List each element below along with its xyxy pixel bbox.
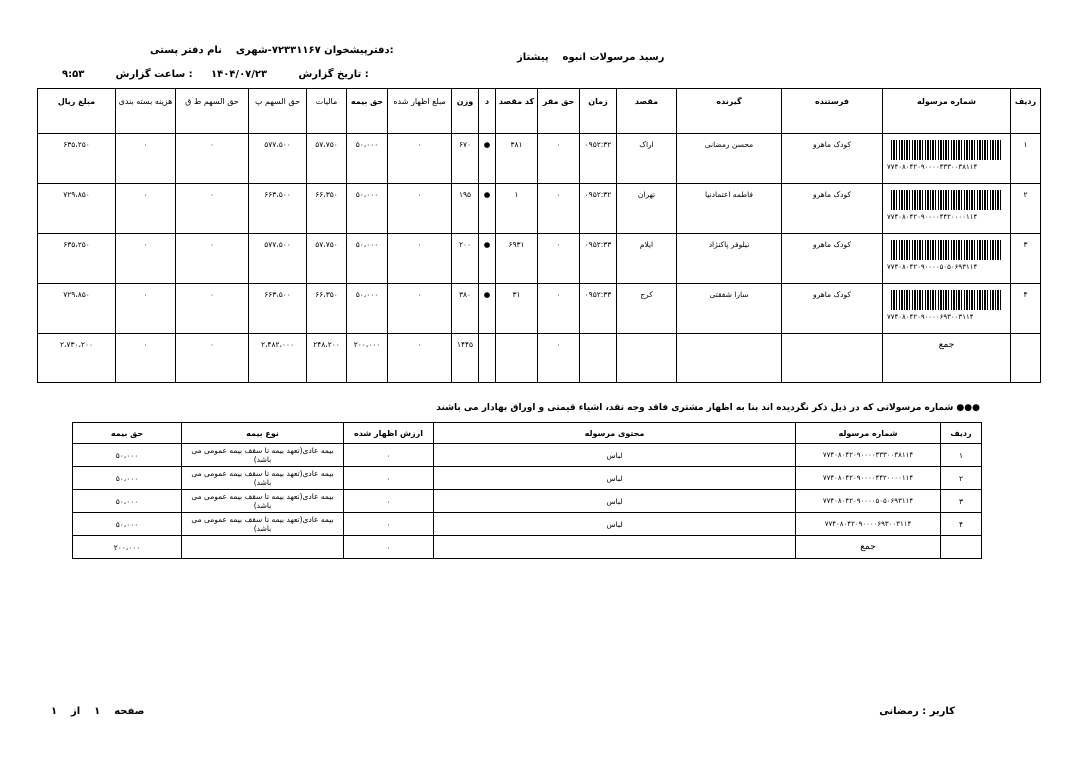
cell-amount: ۷۲۹،۸۵۰: [38, 284, 116, 334]
col-share-tq: حق السهم ط ق: [176, 89, 249, 134]
report-date: ۱۴۰۴/۰۷/۲۳ تاریخ گزارش :: [211, 69, 369, 80]
col-row: ردیف: [941, 423, 982, 444]
cell-declared: ۰: [388, 234, 452, 284]
cell-d: ●: [479, 134, 496, 184]
cell-share-p: ۶۶۳،۵۰۰: [249, 284, 307, 334]
barcode-number: ۷۷۴۰۸۰۴۲۰۹۰۰۰۰۴۴۲۰۰۰۰۱۱۴: [887, 213, 978, 221]
cell-packing: ۰: [116, 284, 176, 334]
office-name: دفترپیشخوان ۷۲۳۳۱۱۶۷-شهری: [235, 45, 390, 56]
cell-tax: ۶۶،۳۵۰: [307, 284, 347, 334]
barcode-number: ۷۷۴۰۸۰۴۲۰۹۰۰۰۰۳۳۳۰۰۳۸۱۱۴: [887, 163, 978, 171]
barcode-image: [891, 290, 1003, 310]
cell-row: ۱: [1011, 134, 1041, 184]
cell-destination: ایلام: [617, 234, 677, 284]
totals-label: جمع: [796, 536, 941, 559]
cell-declared: ۰: [344, 444, 434, 467]
cell-row: ۲: [1011, 184, 1041, 234]
col-row: ردیف: [1011, 89, 1041, 134]
col-weight: وزن: [452, 89, 479, 134]
office-label: نام دفتر پستی:: [150, 45, 394, 56]
cell-weight: ۱۹۵: [452, 184, 479, 234]
cell-insurance: ۵۰،۰۰۰: [347, 184, 388, 234]
page-indicator: صفحه ۱ از ۱: [51, 706, 145, 717]
cell-tax: ۶۶،۳۵۰: [307, 184, 347, 234]
totals-label: جمع: [883, 334, 1011, 383]
cell-barcode: [883, 284, 1011, 334]
cell-row: ۴: [1011, 284, 1041, 334]
cell-barcode: ۷۷۴۰۸۰۴۲۰۹۰۰۰۰۶۹۳۰۰۳۱۱۴: [796, 513, 941, 536]
shipments-table: [37, 88, 1041, 383]
cell-insurance-type: بیمه عادی(تعهد بیمه تا سقف بیمه عمومی می باشد): [182, 490, 344, 513]
cell-row: ۳: [941, 490, 982, 513]
cell-row: ۲: [941, 467, 982, 490]
barcode-image: [891, 140, 1003, 160]
cell-insurance-type: بیمه عادی(تعهد بیمه تا سقف بیمه عمومی می باشد): [182, 513, 344, 536]
cell-maqar: ۰: [538, 234, 580, 284]
table-row: [73, 444, 982, 467]
total-declared: ۰: [344, 536, 434, 559]
cell-sender: کودک ماهرو: [782, 134, 883, 184]
barcode-number: ۷۷۴۰۸۰۴۲۰۹۰۰۰۰۶۹۳۰۰۳۱۱۴: [887, 313, 974, 321]
col-packing: هزینه بسته بندی: [116, 89, 176, 134]
cell-insurance: ۵۰،۰۰۰: [347, 234, 388, 284]
table-header: [73, 423, 982, 444]
cell-destination: اراک: [617, 134, 677, 184]
totals-row: [73, 536, 982, 559]
col-content: محتوی مرسوله: [434, 423, 796, 444]
report-time: ۹:۵۳ ساعت گزارش :: [62, 69, 193, 80]
footer-user: کاربر : رمضانی: [879, 706, 955, 717]
table-row: [38, 284, 1041, 334]
cell-insurance-type: بیمه عادی(تعهد بیمه تا سقف بیمه عمومی می باشد): [182, 467, 344, 490]
col-declared: ارزش اظهار شده: [344, 423, 434, 444]
col-tax: مالیات: [307, 89, 347, 134]
total-share-p: ۲،۴۸۲،۰۰۰: [249, 334, 307, 383]
cell-time: ۰۹۵۲:۳۲: [580, 184, 617, 234]
valuables-note: ●●● شماره مرسولاتی که در ذیل ذکر نگردیده اند بنا به اظهار مشتری فاقد وجه نقد، اشیاء قیمتی و اوراق بهادار می باشند: [436, 403, 980, 413]
cell-amount: ۷۲۹،۸۵۰: [38, 184, 116, 234]
col-sender: فرستنده: [782, 89, 883, 134]
cell-receiver: نیلوفر پاکنژاد: [677, 234, 782, 284]
cell-premium: ۵۰،۰۰۰: [73, 444, 182, 467]
cell-barcode: [883, 184, 1011, 234]
cell-weight: ۲۰۰: [452, 234, 479, 284]
col-insurance: حق بیمه: [347, 89, 388, 134]
cell-d: ●: [479, 284, 496, 334]
cell-barcode: ۷۷۴۰۸۰۴۲۰۹۰۰۰۰۳۳۳۰۰۳۸۱۱۴: [796, 444, 941, 467]
cell-share-p: ۵۷۷،۵۰۰: [249, 134, 307, 184]
cell-declared: ۰: [344, 513, 434, 536]
office-line: [150, 45, 394, 56]
col-d: د: [479, 89, 496, 134]
col-destination: مقصد: [617, 89, 677, 134]
cell-time: ۰۹۵۲:۳۳: [580, 284, 617, 334]
cell-barcode: ۷۷۴۰۸۰۴۲۰۹۰۰۰۰۵۰۵۰۶۹۳۱۱۴: [796, 490, 941, 513]
col-barcode: شماره مرسوله: [796, 423, 941, 444]
cell-declared: ۰: [344, 490, 434, 513]
cell-packing: ۰: [116, 134, 176, 184]
cell-declared: ۰: [388, 184, 452, 234]
cell-receiver: سارا شفقتی: [677, 284, 782, 334]
totals-row: [38, 334, 1041, 383]
cell-amount: ۶۳۵،۲۵۰: [38, 234, 116, 284]
cell-weight: ۶۷۰: [452, 134, 479, 184]
cell-content: لباس: [434, 467, 796, 490]
cell-maqar: ۰: [538, 134, 580, 184]
cell-dest-code: ۳۸۱: [496, 134, 538, 184]
barcode-image: [891, 190, 1003, 210]
cell-insurance: ۵۰،۰۰۰: [347, 284, 388, 334]
cell-maqar: ۰: [538, 184, 580, 234]
cell-d: ●: [479, 234, 496, 284]
col-insurance-type: نوع بیمه: [182, 423, 344, 444]
cell-dest-code: ۳۱: [496, 284, 538, 334]
cell-receiver: محسن رمضانی: [677, 134, 782, 184]
cell-insurance: ۵۰،۰۰۰: [347, 134, 388, 184]
cell-weight: ۳۸۰: [452, 284, 479, 334]
cell-share-p: ۵۷۷،۵۰۰: [249, 234, 307, 284]
cell-maqar: ۰: [538, 284, 580, 334]
insurance-table: [72, 422, 982, 559]
cell-insurance-type: بیمه عادی(تعهد بیمه تا سقف بیمه عمومی می باشد): [182, 444, 344, 467]
cell-amount: ۶۳۵،۲۵۰: [38, 134, 116, 184]
cell-sender: کودک ماهرو: [782, 284, 883, 334]
cell-premium: ۵۰،۰۰۰: [73, 513, 182, 536]
cell-tax: ۵۷،۷۵۰: [307, 234, 347, 284]
receipt-title: رسید مرسولات انبوه پیشتاز: [517, 52, 665, 63]
cell-share-tq: ۰: [176, 134, 249, 184]
cell-d: ●: [479, 184, 496, 234]
cell-premium: ۵۰،۰۰۰: [73, 467, 182, 490]
col-declared: مبلغ اظهار شده: [388, 89, 452, 134]
col-receiver: گیرنده: [677, 89, 782, 134]
cell-destination: تهران: [617, 184, 677, 234]
table-row: [73, 490, 982, 513]
cell-dest-code: ۱: [496, 184, 538, 234]
col-share-p: حق السهم پ: [249, 89, 307, 134]
cell-packing: ۰: [116, 234, 176, 284]
cell-time: ۰۹۵۲:۳۲: [580, 134, 617, 184]
cell-packing: ۰: [116, 184, 176, 234]
cell-receiver: فاطمه اعتمادنیا: [677, 184, 782, 234]
cell-declared: ۰: [388, 134, 452, 184]
cell-share-tq: ۰: [176, 284, 249, 334]
table-header: [38, 89, 1041, 134]
cell-row: ۴: [941, 513, 982, 536]
cell-time: ۰۹۵۲:۳۳: [580, 234, 617, 284]
table-row: [38, 134, 1041, 184]
barcode-image: [891, 240, 1003, 260]
cell-content: لباس: [434, 490, 796, 513]
cell-tax: ۵۷،۷۵۰: [307, 134, 347, 184]
col-maqar: حق مقر: [538, 89, 580, 134]
total-insurance: ۲۰۰،۰۰۰: [347, 334, 388, 383]
col-time: زمان: [580, 89, 617, 134]
table-row: [73, 467, 982, 490]
cell-barcode: [883, 134, 1011, 184]
total-packing: ۰: [116, 334, 176, 383]
cell-destination: کرج: [617, 284, 677, 334]
cell-row: ۱: [941, 444, 982, 467]
cell-share-p: ۶۶۳،۵۰۰: [249, 184, 307, 234]
cell-declared: ۰: [388, 284, 452, 334]
cell-share-tq: ۰: [176, 184, 249, 234]
total-tax: ۲۴۸،۲۰۰: [307, 334, 347, 383]
col-premium: حق بیمه: [73, 423, 182, 444]
cell-barcode: [883, 234, 1011, 284]
cell-row: ۳: [1011, 234, 1041, 284]
total-premium: ۲۰۰،۰۰۰: [73, 536, 182, 559]
cell-share-tq: ۰: [176, 234, 249, 284]
cell-sender: کودک ماهرو: [782, 184, 883, 234]
cell-barcode: ۷۷۴۰۸۰۴۲۰۹۰۰۰۰۴۴۲۰۰۰۰۱۱۴: [796, 467, 941, 490]
col-barcode: شماره مرسوله: [883, 89, 1011, 134]
col-dest-code: کد مقصد: [496, 89, 538, 134]
cell-content: لباس: [434, 444, 796, 467]
service-name: پیشتاز: [517, 52, 549, 63]
cell-declared: ۰: [344, 467, 434, 490]
total-share-tq: ۰: [176, 334, 249, 383]
total-amount: ۲،۷۳۰،۲۰۰: [38, 334, 116, 383]
cell-sender: کودک ماهرو: [782, 234, 883, 284]
cell-premium: ۵۰،۰۰۰: [73, 490, 182, 513]
total-weight: ۱۴۴۵: [452, 334, 479, 383]
total-declared: ۰: [388, 334, 452, 383]
cell-dest-code: ۶۹۳۱: [496, 234, 538, 284]
table-row: [38, 184, 1041, 234]
cell-content: لباس: [434, 513, 796, 536]
table-row: [73, 513, 982, 536]
col-amount: مبلغ ریال: [38, 89, 116, 134]
total-maqar: ۰: [538, 334, 580, 383]
table-row: [38, 234, 1041, 284]
barcode-number: ۷۷۴۰۸۰۴۲۰۹۰۰۰۰۵۰۵۰۶۹۳۱۱۴: [887, 263, 978, 271]
